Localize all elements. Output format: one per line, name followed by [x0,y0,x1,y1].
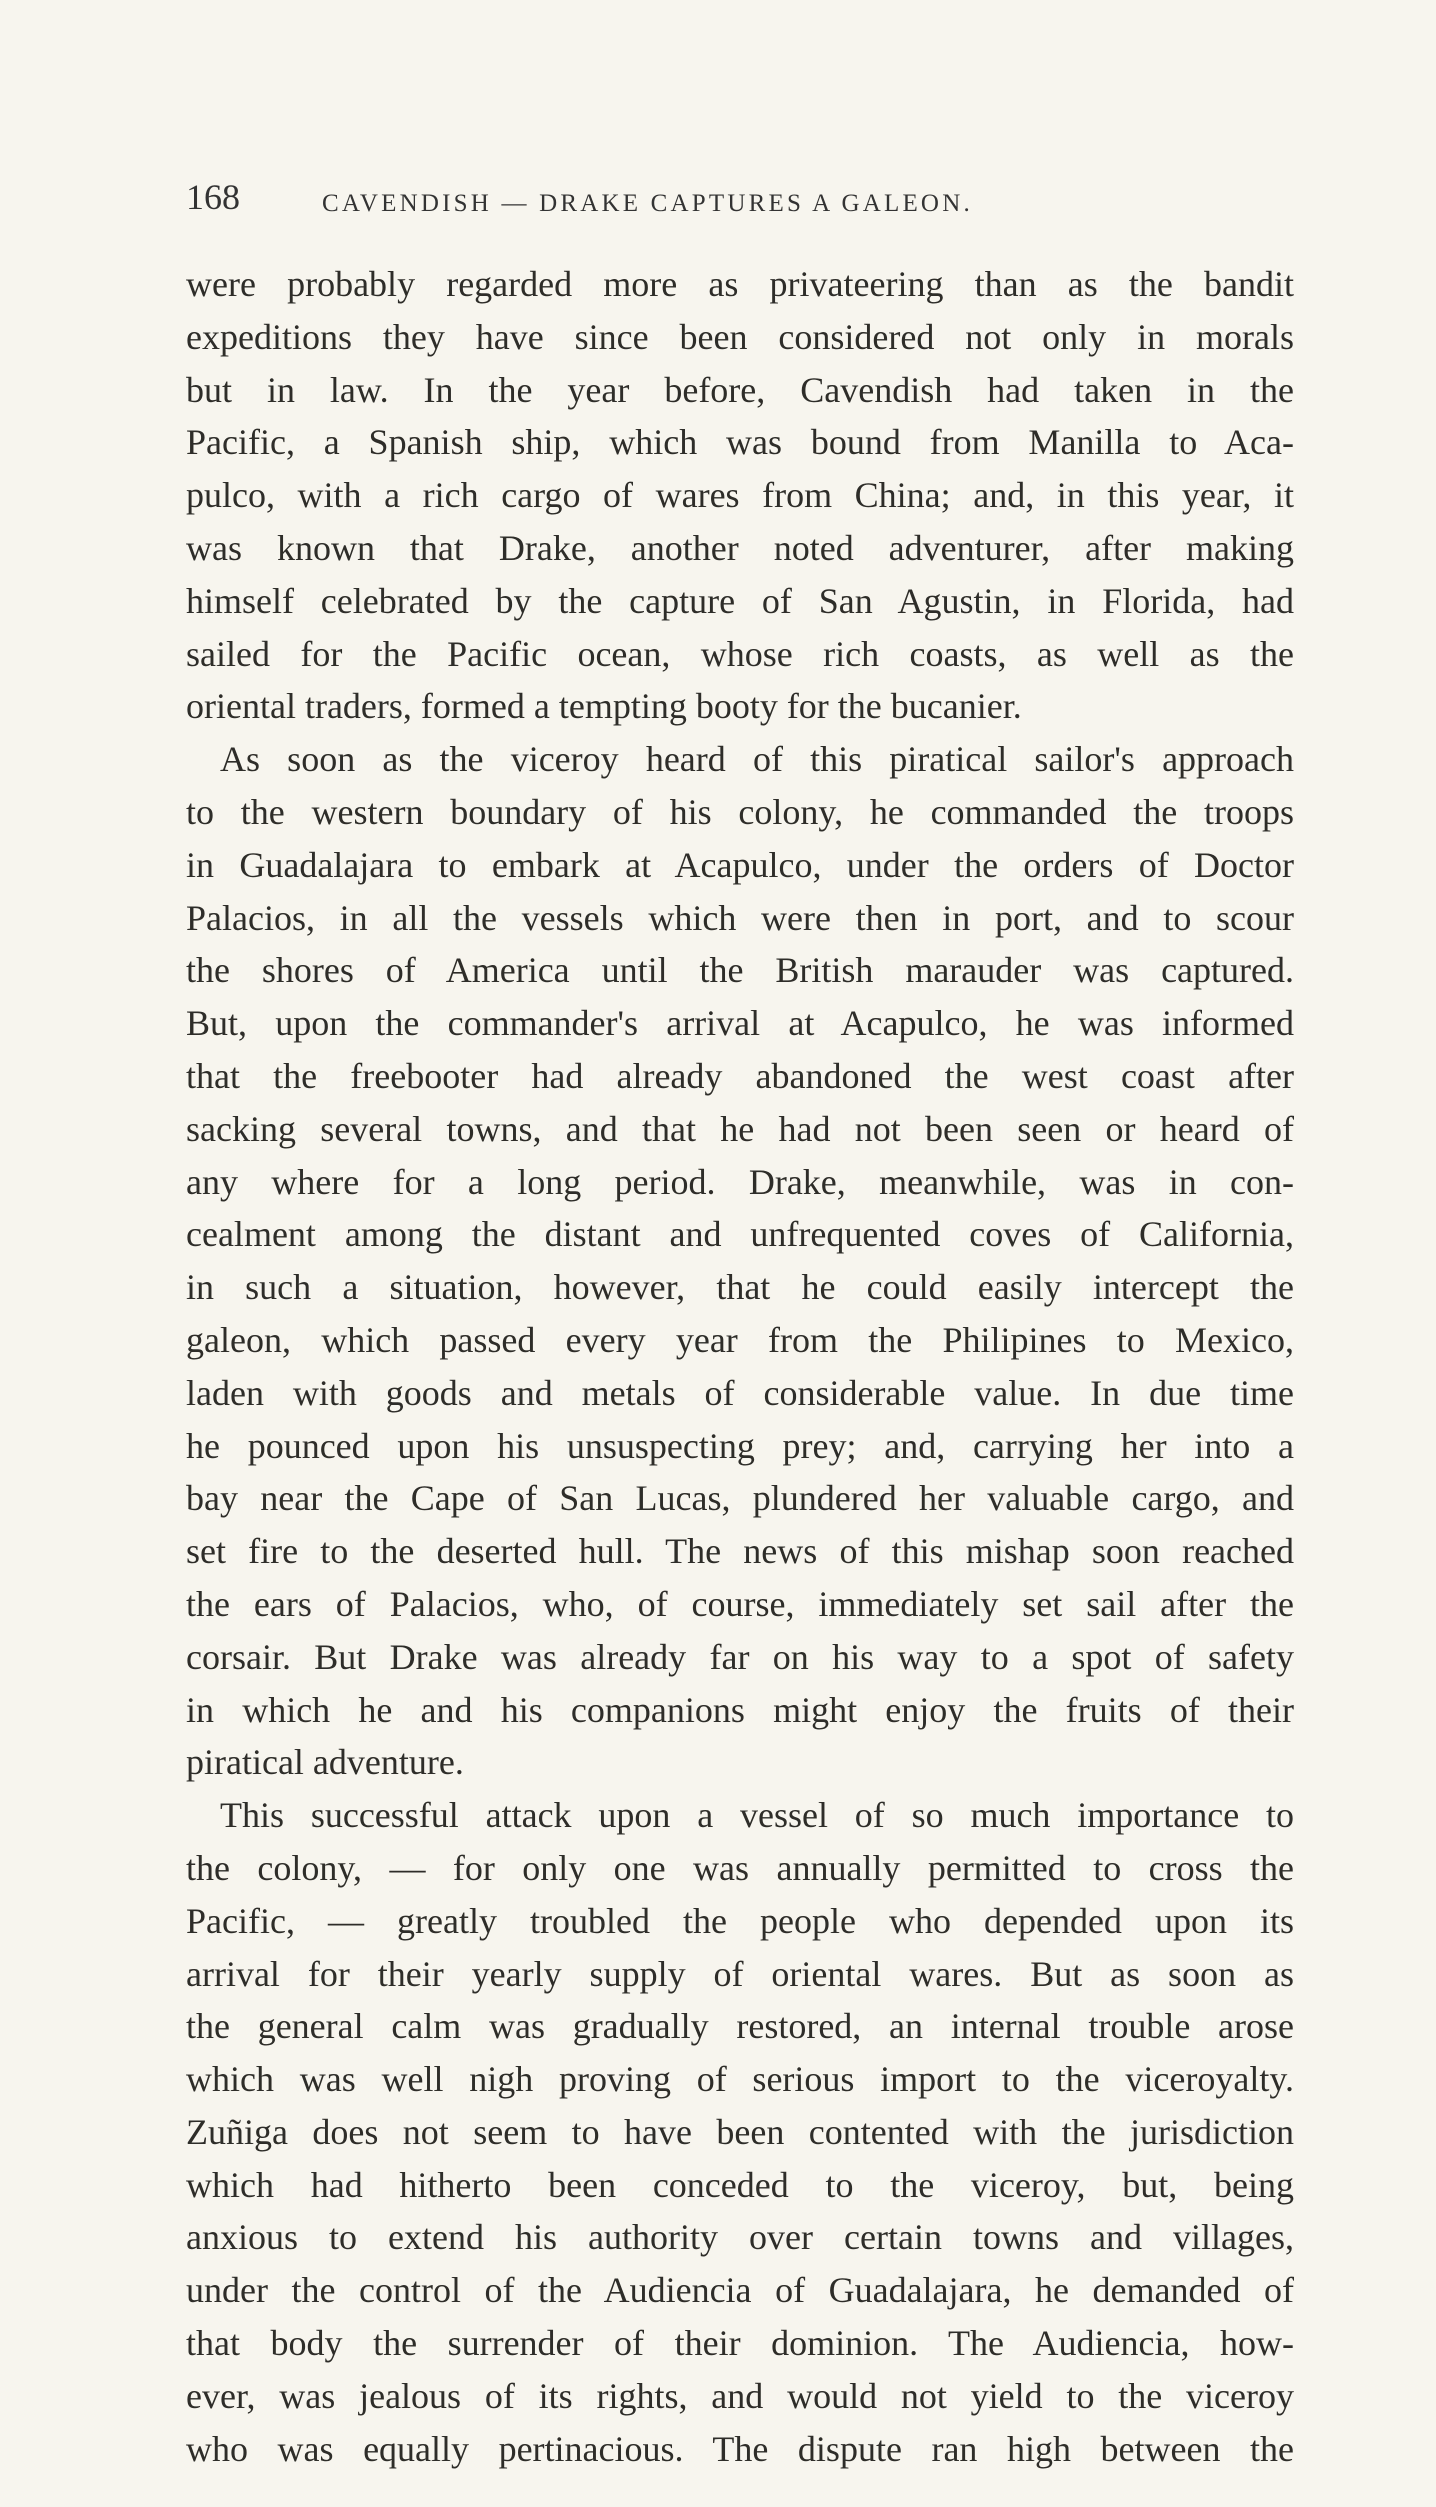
text-line: This successful attack upon a vessel of so much importance to [220,1795,1294,1836]
paragraph [186,258,1294,733]
text-line: in such a situation, however, that he could easily intercept the [186,1267,1294,1308]
text-line: cealment among the distant and unfrequented coves of California, [186,1214,1294,1255]
text-line: piratical adventure. [186,1742,464,1783]
text-line: As soon as the viceroy heard of this piratical sailor's approach [220,739,1294,780]
text-line: Zuñiga does not seem to have been contented with the jurisdiction [186,2111,1294,2152]
text-line: which had hitherto been conceded to the viceroy, but, being [186,2164,1294,2205]
text-line: oriental traders, formed a tempting booty for the bucanier. [186,686,1022,727]
page-header [186,176,1106,226]
text-line: But, upon the commander's arrival at Acapulco, he was informed [186,1003,1294,1044]
text-line: to the western boundary of his colony, he commanded the troops [186,791,1294,832]
text-line: that the freebooter had already abandoned the west coast after [186,1055,1294,1096]
text-line: under the control of the Audiencia of Guadalajara, he demanded of [186,2270,1294,2311]
text-line: any where for a long period. Drake, meanwhile, was in con- [186,1161,1294,1202]
text-line: the ears of Palacios, who, of course, immediately set sail after the [186,1583,1294,1624]
text-line: the colony, — for only one was annually permitted to cross the [186,1847,1294,1888]
text-line: Pacific, a Spanish ship, which was bound from Manilla to Aca- [186,422,1294,463]
text-line: that body the surrender of their dominion. The Audiencia, how- [186,2323,1294,2364]
text-line: he pounced upon his unsuspecting prey; and, carrying her into a [186,1425,1294,1466]
text-line: the shores of America until the British marauder was captured. [186,950,1294,991]
page-number: 168 [186,177,240,217]
text-line: was known that Drake, another noted adventurer, after making [186,527,1294,568]
text-line: in which he and his companions might enjoy the fruits of their [186,1689,1294,1730]
text-line: which was well nigh proving of serious import to the viceroyalty. [186,2059,1294,2100]
text-line: laden with goods and metals of considerable value. In due time [186,1372,1294,1413]
text-line: anxious to extend his authority over certain towns and villages, [186,2217,1294,2258]
text-line: but in law. In the year before, Cavendish had taken in the [186,369,1294,410]
text-line: who was equally pertinacious. The dispute ran high between the [186,2428,1294,2469]
text-line: sailed for the Pacific ocean, whose rich coasts, as well as the [186,633,1294,674]
text-line: sacking several towns, and that he had not been seen or heard of [186,1108,1294,1149]
text-line: bay near the Cape of San Lucas, plundered her valuable cargo, and [186,1478,1294,1519]
text-line: Palacios, in all the vessels which were then in port, and to scour [186,897,1294,938]
running-title: CAVENDISH — DRAKE CAPTURES A GALEON. [322,190,973,217]
text-line: the general calm was gradually restored, an internal trouble arose [186,2006,1294,2047]
text-line: in Guadalajara to embark at Acapulco, under the orders of Doctor [186,844,1294,885]
text-line: corsair. But Drake was already far on his way to a spot of safety [186,1636,1294,1677]
text-line: arrival for their yearly supply of oriental wares. But as soon as [186,1953,1294,1994]
paragraph [186,733,1294,1789]
text-line: ever, was jealous of its rights, and would not yield to the viceroy [186,2375,1294,2416]
text-line: pulco, with a rich cargo of wares from China; and, in this year, it [186,475,1294,516]
text-line: were probably regarded more as privateering than as the bandit [186,264,1294,304]
text-line: galeon, which passed every year from the Philipines to Mexico, [186,1319,1294,1360]
body-text [186,258,1294,2475]
text-line: himself celebrated by the capture of San Agustin, in Florida, had [186,580,1294,621]
text-line: set fire to the deserted hull. The news of this mishap soon reached [186,1531,1294,1572]
text-line: expeditions they have since been considered not only in morals [186,316,1294,357]
text-line: Pacific, — greatly troubled the people who depended upon its [186,1900,1294,1941]
paragraph [186,1789,1294,2475]
